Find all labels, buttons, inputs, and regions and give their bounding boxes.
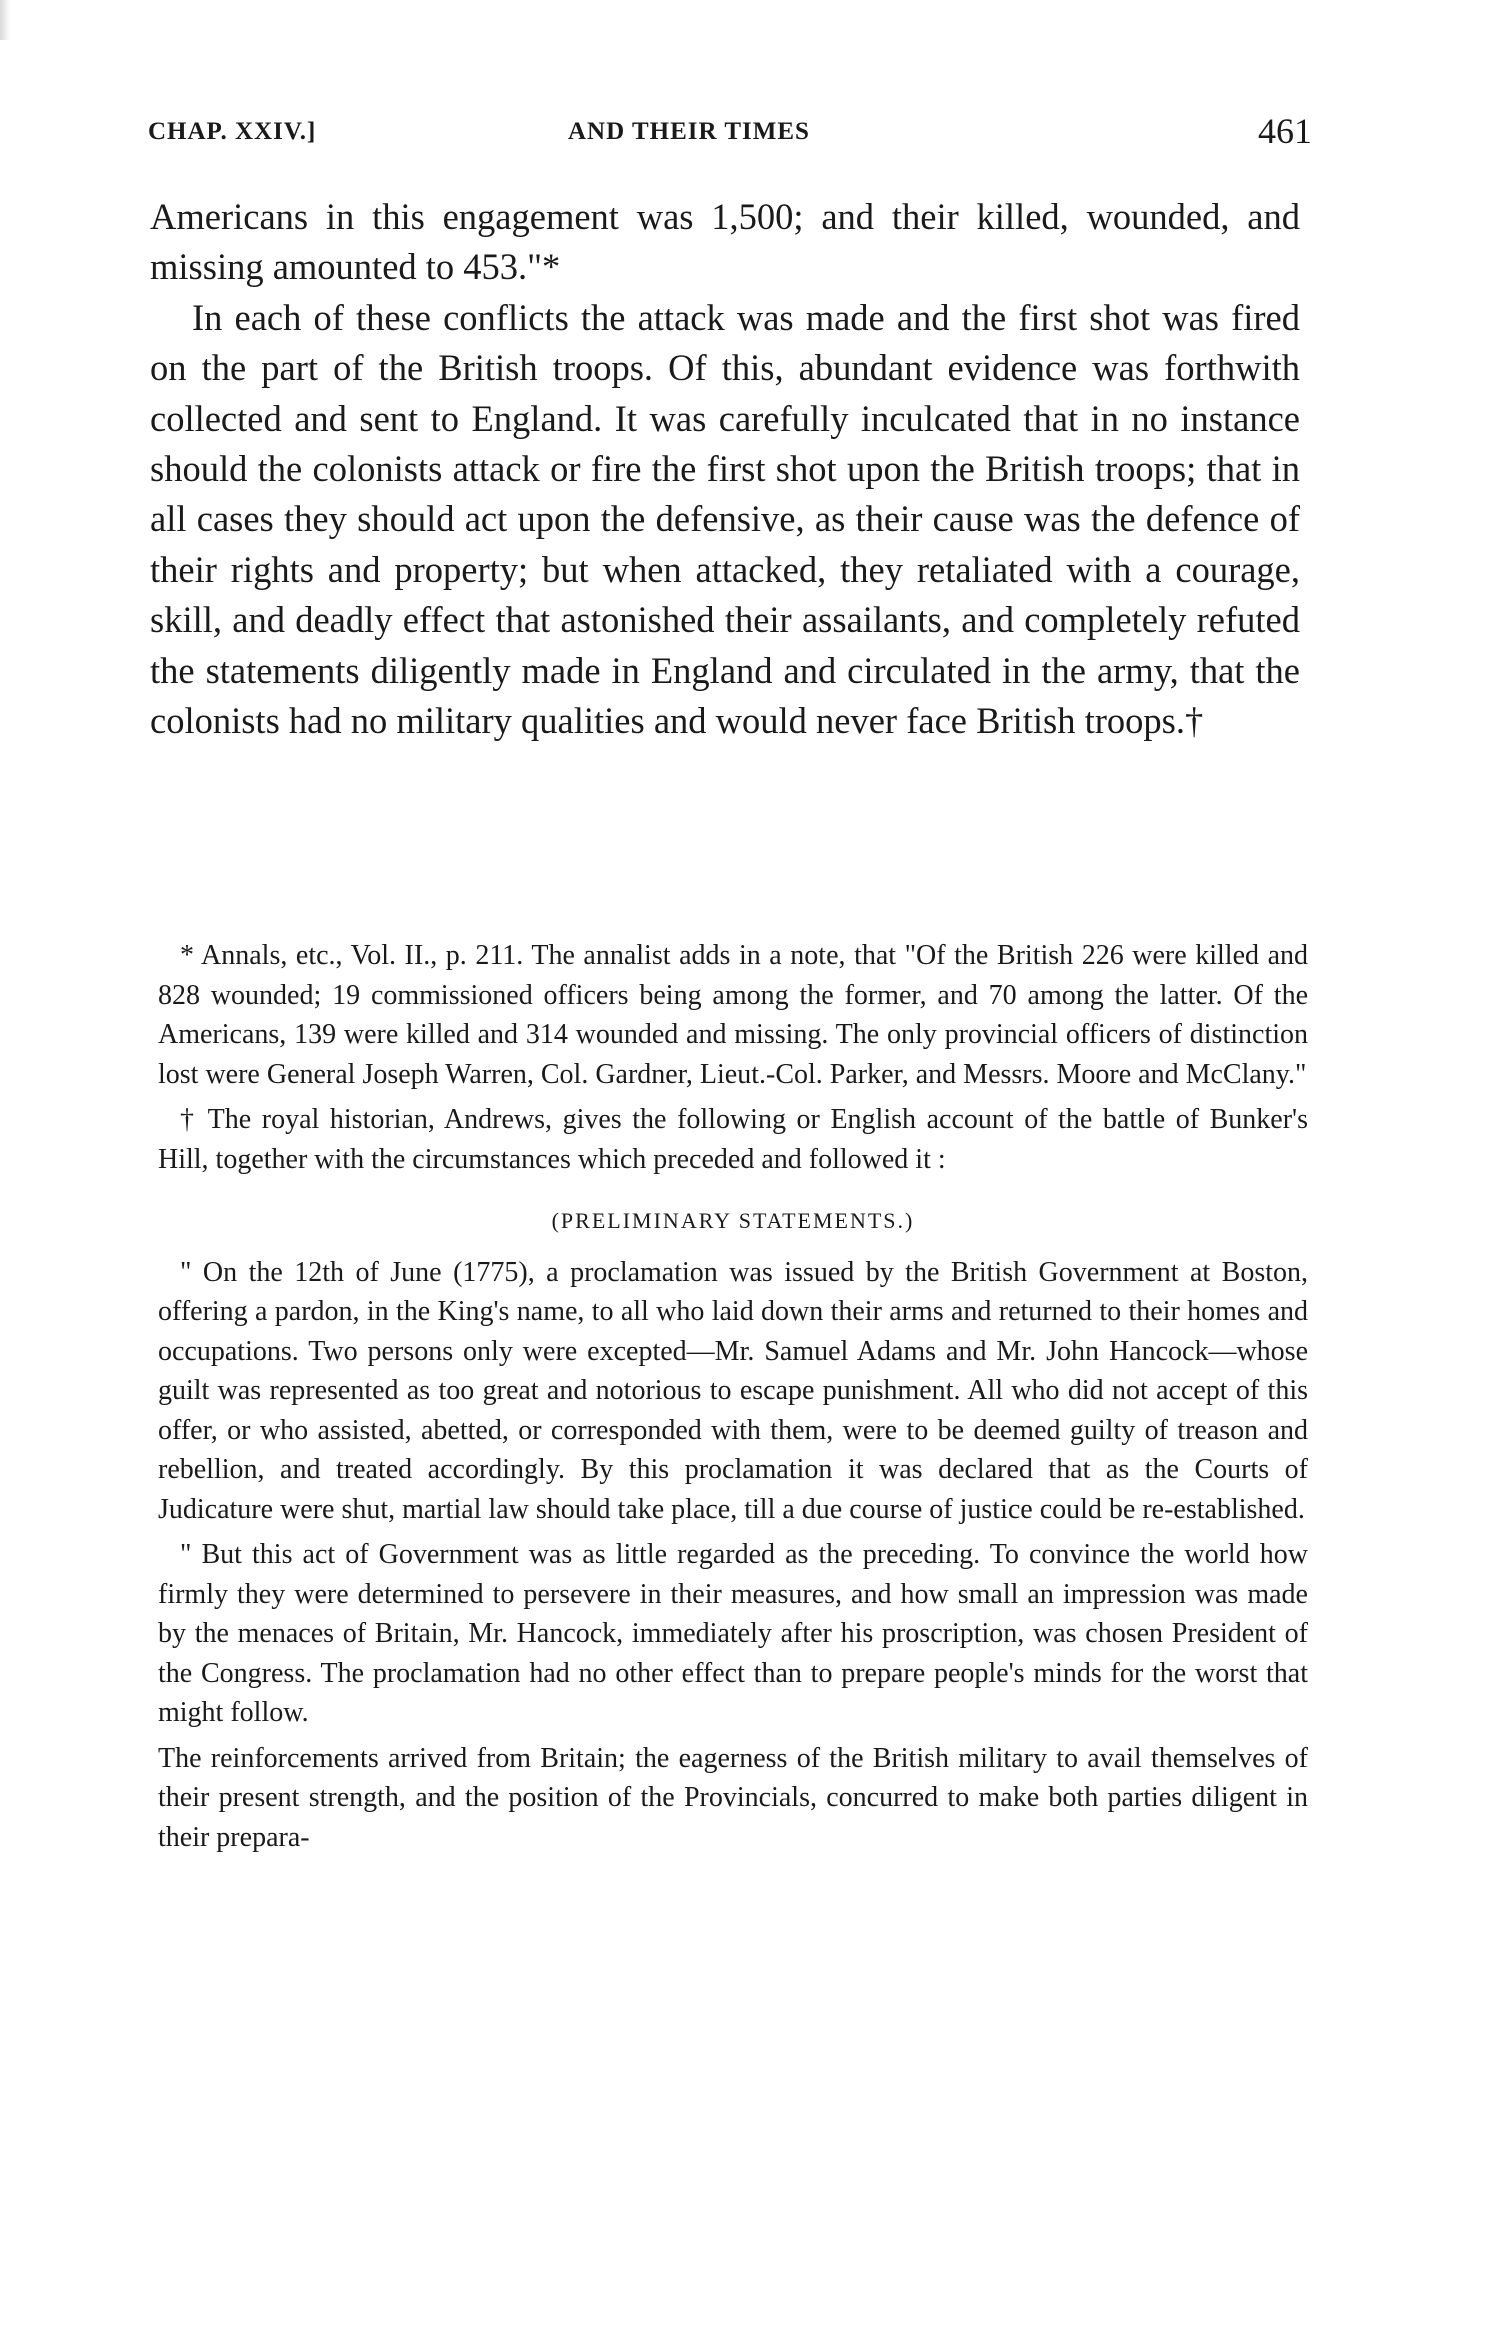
- main-text: [150, 192, 1300, 746]
- footnote-quote-paragraph-1: " On the 12th of June (1775), a proclamation was issued by the British Government at Boston, offering a pardon, in the King's name, to all who laid down their arms and returned to their homes and occupations. Two persons only were excepted—Mr. Samuel Adams and Mr. John Hancock—whose guilt was represented as too great and notorious to escape punishment. All who did not accept of this offer, or who assisted, abetted, or corresponded with them, were to be deemed guilty of treason and rebellion, and treated accordingly. By this proclamation it was declared that as the Courts of Judicature were shut, martial law should take place, till a due course of justice could be re-established.: [158, 1256, 1308, 1525]
- page-number: 461: [1258, 111, 1312, 151]
- body-paragraph-2: In each of these conflicts the attack was made and the first shot was fired on the part of the British troops. Of this, abundant evidence was forthwith collected and sent to England. It was carefully inculcated that in no instance should the colonists attack or fire the first shot upon the British troops; that in all cases they should act upon the defensive, as their cause was the defence of their rights and property; but when attacked, they retaliated with a courage, skill, and deadly effect that astonished their assailants, and completely refuted the statements diligently made in England and circulated in the army, that the colonists had no military qualities and would never face British troops.†: [150, 296, 1300, 742]
- footnote-asterisk: * Annals, etc., Vol. II., p. 211. The annalist adds in a note, that "Of the British 226 were killed and 828 wounded; 19 commissioned officers being among the former, and 70 among the latter. Of the Americans, 139 were killed and 314 wounded and missing. The only provincial officers of distinction lost were General Joseph Warren, Col. Gardner, Lieut.-Col. Parker, and Messrs. Moore and McClany.": [158, 940, 1308, 1090]
- footnote-quote-paragraph-2: " But this act of Government was as little regarded as the preceding. To convince the world how firmly they were determined to persevere in their measures, and how small an impression was made by the menaces of Britain, Mr. Hancock, immediately after his proscription, was chosen President of the Congress. The proclamation had no other effect than to prepare people's minds for the worst that might follow.: [158, 1539, 1308, 1728]
- scan-edge-mark: [0, 0, 10, 40]
- footnote-dagger: † The royal historian, Andrews, gives the following or English account of the battle of Bunker's Hill, together with the circumstances which preceded and followed it :: [158, 1104, 1308, 1175]
- footnotes: [158, 936, 1308, 1857]
- body-paragraph-1: Americans in this engagement was 1,500; and their killed, wounded, and missing amounted to 453."*: [150, 196, 1300, 288]
- running-title: AND THEIR TIMES: [568, 118, 810, 145]
- footnote-quote-paragraph-3: The reinforcements arrived from Britain; the eagerness of the British military to avail themselves of their present strength, and the position of the Provincials, concurred to make both parties diligent in their prepara-: [158, 1742, 1308, 1853]
- chapter-label: CHAP. XXIV.]: [148, 118, 317, 145]
- running-head: [148, 111, 1318, 158]
- footnote-subheading: (PRELIMINARY STATEMENTS.): [551, 1208, 915, 1233]
